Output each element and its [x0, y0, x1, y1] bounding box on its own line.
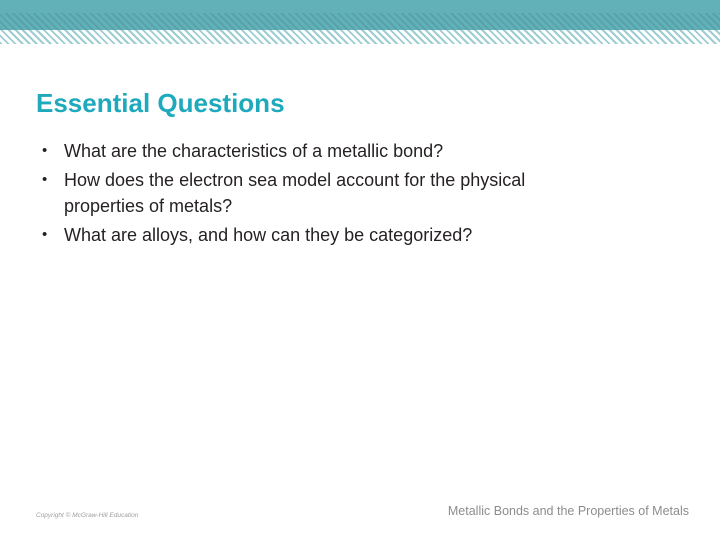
footer-copyright: Copyright © McGraw-Hill Education [36, 512, 139, 519]
footer-slide-title: Metallic Bonds and the Properties of Metals [447, 504, 689, 518]
bullet-item-text: What are alloys, and how can they be categorized? [64, 225, 473, 245]
banner-hatch-white-bar [0, 30, 720, 44]
banner-solid-bar [0, 0, 720, 13]
slide-heading: Essential Questions [36, 88, 285, 118]
bullet-item [40, 167, 570, 219]
bullet-item [40, 222, 570, 248]
bullet-item-text: How does the electron sea model account for the physical properties of metals? [64, 170, 526, 216]
bullet-item-text: What are the characteristics of a metallic bond? [64, 141, 444, 161]
bullet-list [40, 138, 570, 251]
banner-hatch-teal-bar [0, 13, 720, 30]
bullet-item [40, 138, 570, 164]
